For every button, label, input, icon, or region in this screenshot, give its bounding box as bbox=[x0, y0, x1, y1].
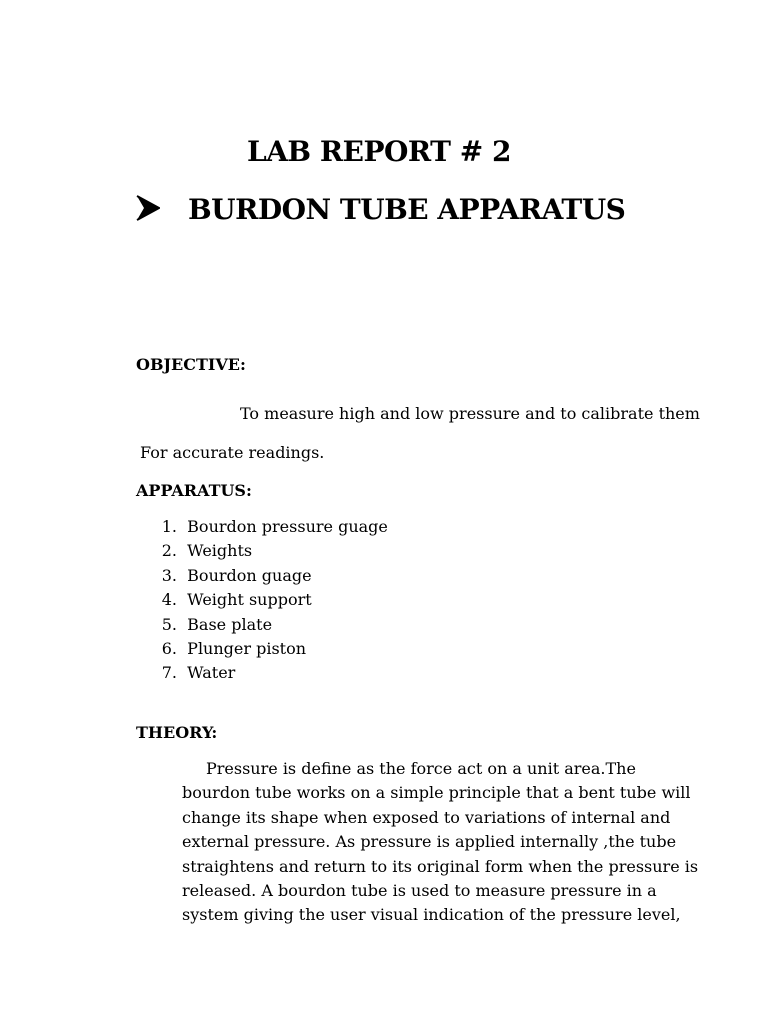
list-item bbox=[150, 539, 388, 563]
theory-text-line: external pressure. As pressure is applied internally ,the tube bbox=[182, 832, 677, 852]
arrowhead-bullet-icon bbox=[136, 194, 160, 222]
theory-text-line: released. A bourdon tube is used to measure pressure in a bbox=[182, 881, 657, 901]
list-item-text: Base plate bbox=[187, 614, 273, 634]
list-item-text: Weight support bbox=[187, 590, 312, 610]
theory-heading: THEORY: bbox=[136, 723, 218, 742]
list-item bbox=[150, 588, 388, 612]
theory-text-line: straightens and return to its original form when the pressure is bbox=[182, 856, 699, 876]
list-item bbox=[150, 613, 388, 637]
objective-text-line: To measure high and low pressure and to calibrate them bbox=[240, 404, 700, 423]
apparatus-list bbox=[150, 515, 388, 686]
list-item-number: 5. bbox=[161, 614, 177, 634]
objective-text-line: For accurate readings. bbox=[140, 443, 325, 462]
list-item bbox=[150, 515, 388, 539]
list-item bbox=[150, 637, 388, 661]
list-item-text: Bourdon pressure guage bbox=[187, 517, 388, 536]
list-item-text: Water bbox=[187, 663, 236, 683]
apparatus-heading: APPARATUS: bbox=[136, 481, 252, 500]
list-item bbox=[150, 564, 388, 588]
list-item-number: 3. bbox=[161, 565, 177, 585]
list-item-number: 7. bbox=[161, 663, 177, 683]
list-item-number: 1. bbox=[161, 517, 177, 536]
list-item-number: 2. bbox=[161, 541, 177, 561]
theory-text-line: Pressure is define as the force act on a unit area.The bbox=[206, 759, 636, 778]
report-subtitle: BURDON TUBE APPARATUS bbox=[188, 193, 626, 226]
theory-text-line: bourdon tube works on a simple principle that a bent tube will bbox=[182, 783, 691, 803]
report-title: LAB REPORT # 2 bbox=[247, 135, 511, 168]
theory-text-line: system giving the user visual indication of the pressure level, bbox=[182, 905, 681, 925]
objective-heading: OBJECTIVE: bbox=[136, 355, 246, 374]
theory-text-line: change its shape when exposed to variations of internal and bbox=[182, 807, 671, 827]
list-item-text: Bourdon guage bbox=[187, 565, 312, 585]
theory-paragraph bbox=[182, 757, 699, 928]
list-item bbox=[150, 661, 388, 685]
list-item-number: 6. bbox=[161, 639, 177, 659]
list-item-text: Plunger piston bbox=[187, 639, 307, 659]
list-item-number: 4. bbox=[161, 590, 177, 610]
list-item-text: Weights bbox=[187, 541, 253, 561]
